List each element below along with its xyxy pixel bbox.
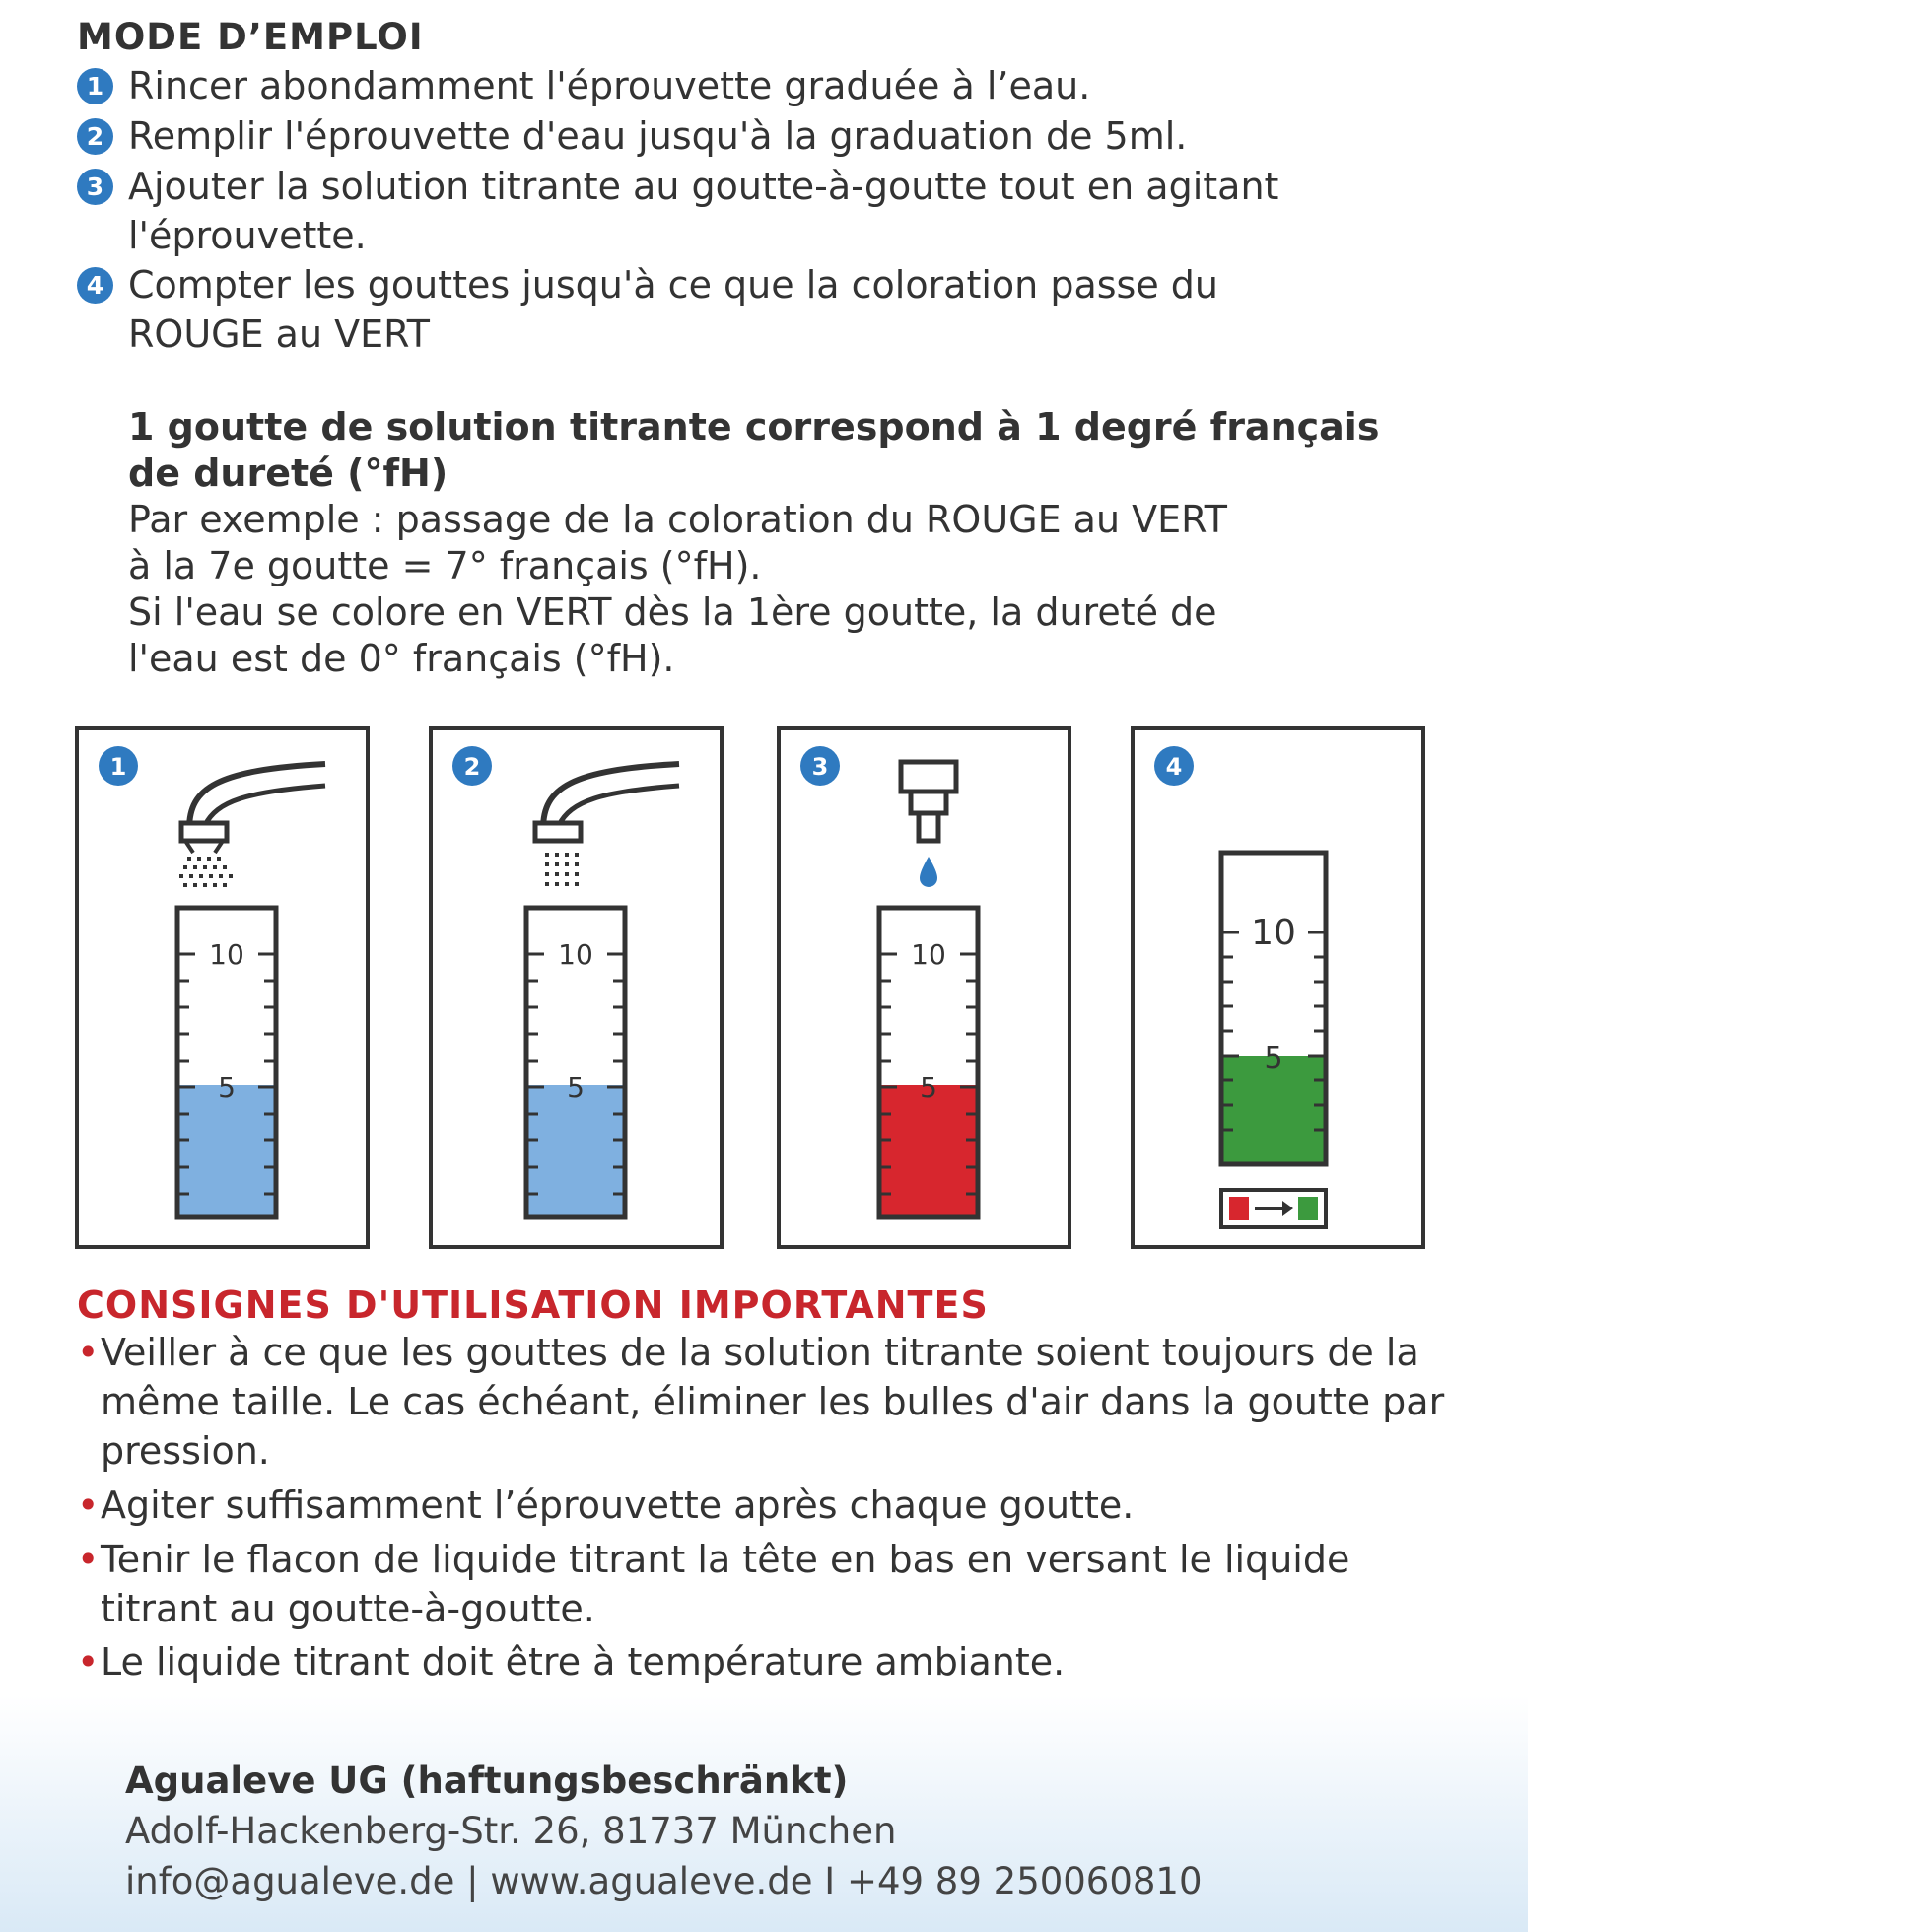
footer-address: Adolf-Hackenberg-Str. 26, 81737 München bbox=[125, 1810, 897, 1852]
water-spray-icon bbox=[179, 857, 233, 887]
step-4-text-line-2: ROUGE au VERT bbox=[128, 312, 430, 356]
bullet-dot-icon: • bbox=[77, 1484, 100, 1527]
step-4-text-line-1: Compter les gouttes jusqu'à ce que la coloration passe du bbox=[128, 263, 1219, 307]
panel-3-mark-5: 5 bbox=[920, 1071, 937, 1104]
panel-3-mark-10: 10 bbox=[911, 938, 946, 971]
dropper-bottle-icon bbox=[901, 762, 956, 841]
panel-1-mark-5: 5 bbox=[218, 1071, 236, 1104]
consigne-2-line-1: Agiter suffisamment l’éprouvette après chaque goutte. bbox=[101, 1484, 1135, 1527]
note-line-2: à la 7e goutte = 7° français (°fH). bbox=[128, 544, 762, 587]
footer-contact: info@agualeve.de | www.agualeve.de I +49 89 250060810 bbox=[125, 1860, 1203, 1902]
step-3-text-line-2: l'éprouvette. bbox=[128, 214, 367, 257]
bullet-dot-icon: • bbox=[77, 1640, 100, 1684]
consigne-3-line-1: Tenir le flacon de liquide titrant la tête en bas en versant le liquide bbox=[101, 1538, 1350, 1581]
step-2-text: Remplir l'éprouvette d'eau jusqu'à la graduation de 5ml. bbox=[128, 114, 1188, 158]
water-drop-icon bbox=[920, 857, 937, 887]
note-line-4: l'eau est de 0° français (°fH). bbox=[128, 637, 675, 680]
panel-4-mark-5: 5 bbox=[1264, 1041, 1283, 1075]
graduated-cylinder-icon bbox=[526, 908, 625, 1217]
illustration-step-4 bbox=[1131, 726, 1425, 1249]
step-number-1: 1 bbox=[77, 68, 113, 104]
consigne-1-line-3: pression. bbox=[101, 1429, 270, 1473]
panel-4-number: 4 bbox=[1165, 753, 1183, 781]
note-bold-line-2: de dureté (°fH) bbox=[128, 451, 448, 495]
graduated-cylinder-icon bbox=[1221, 853, 1326, 1164]
consignes-title: CONSIGNES D'UTILISATION IMPORTANTES bbox=[77, 1283, 989, 1327]
panel-3-number: 3 bbox=[811, 753, 829, 781]
step-3-text-line-1: Ajouter la solution titrante au goutte-à-goutte tout en agitant bbox=[128, 165, 1279, 208]
note-bold-line-1: 1 goutte de solution titrante correspond à 1 degré français bbox=[128, 405, 1380, 448]
faucet-icon bbox=[181, 764, 325, 853]
consigne-3-line-2: titrant au goutte-à-goutte. bbox=[101, 1587, 595, 1630]
consigne-1-line-1: Veiller à ce que les gouttes de la solution titrante soient toujours de la bbox=[101, 1331, 1419, 1374]
panel-1-number: 1 bbox=[109, 753, 127, 781]
panel-4-mark-10: 10 bbox=[1251, 913, 1296, 953]
graduated-cylinder-icon bbox=[879, 908, 978, 1217]
panel-2-mark-10: 10 bbox=[558, 938, 593, 971]
hardness-note bbox=[128, 404, 1410, 682]
note-line-1: Par exemple : passage de la coloration du ROUGE au VERT bbox=[128, 498, 1227, 541]
step-number-3: 3 bbox=[77, 169, 113, 205]
illustration-step-2 bbox=[429, 726, 724, 1249]
panel-2-mark-5: 5 bbox=[567, 1071, 585, 1104]
illustration-step-3 bbox=[777, 726, 1071, 1249]
faucet-icon bbox=[535, 764, 679, 841]
step-1-text: Rincer abondamment l'éprouvette graduée à l’eau. bbox=[128, 64, 1091, 107]
water-stream-icon bbox=[545, 853, 579, 886]
bullet-dot-icon: • bbox=[77, 1331, 100, 1374]
bullet-dot-icon: • bbox=[77, 1538, 100, 1581]
mode-emploi-title: MODE D’EMPLOI bbox=[77, 16, 424, 58]
footer-company: Agualeve UG (haftungsbeschränkt) bbox=[125, 1760, 849, 1802]
panel-2-number: 2 bbox=[463, 753, 481, 781]
illustration-step-1 bbox=[75, 726, 370, 1249]
step-number-4: 4 bbox=[77, 267, 113, 304]
color-change-indicator-icon bbox=[1221, 1190, 1326, 1227]
graduated-cylinder-icon bbox=[177, 908, 276, 1217]
consigne-1-line-2: même taille. Le cas échéant, éliminer les bulles d'air dans la goutte par bbox=[101, 1380, 1445, 1423]
panel-1-mark-10: 10 bbox=[209, 938, 244, 971]
note-line-3: Si l'eau se colore en VERT dès la 1ère goutte, la dureté de bbox=[128, 590, 1217, 634]
consigne-4-line-1: Le liquide titrant doit être à température ambiante. bbox=[101, 1640, 1066, 1684]
step-number-2: 2 bbox=[77, 118, 113, 155]
